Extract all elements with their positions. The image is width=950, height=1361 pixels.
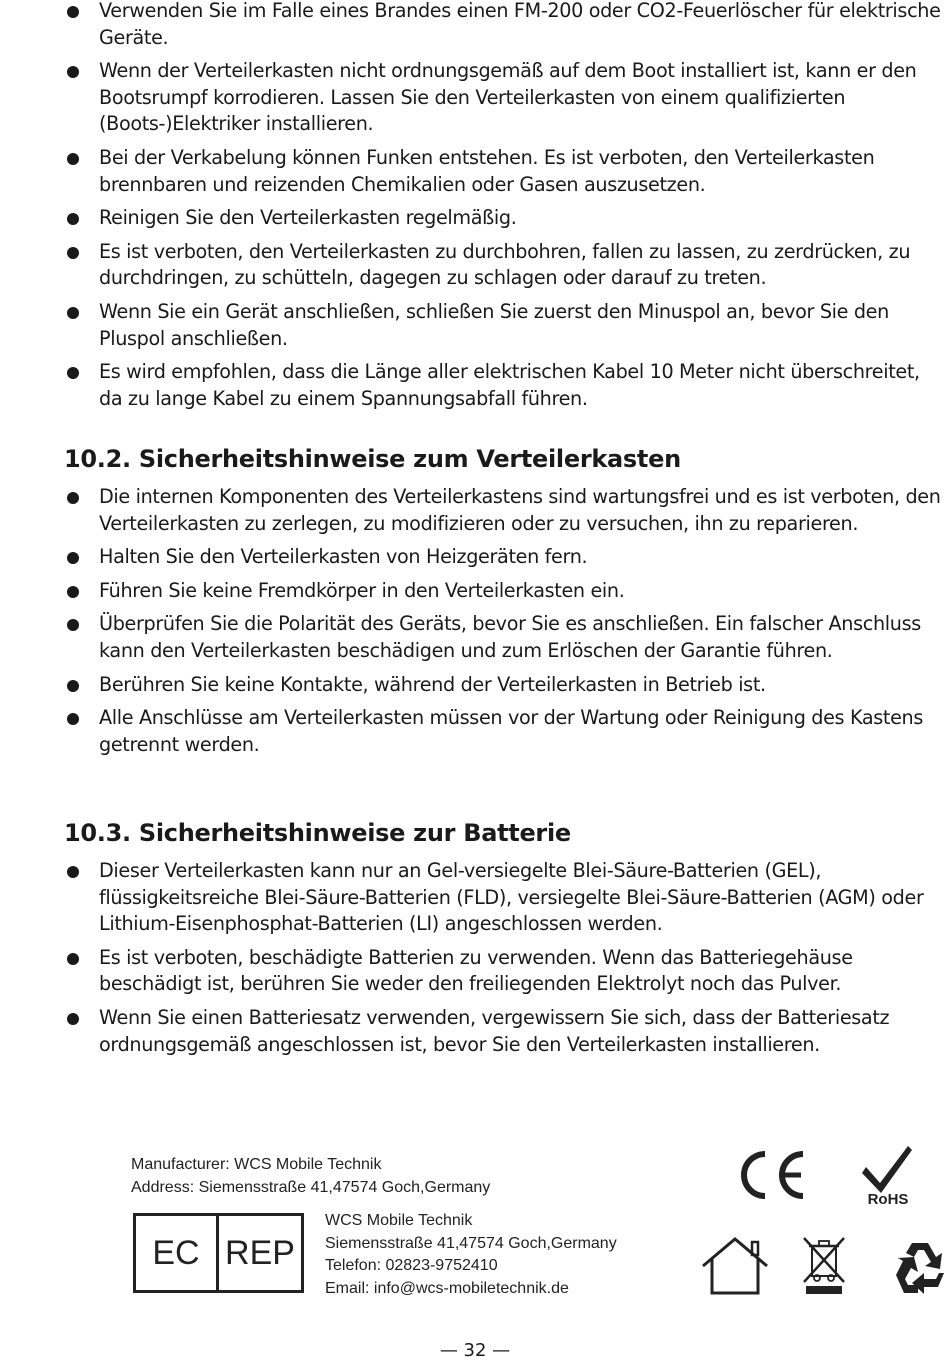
bullet-icon [67,213,79,225]
rep-label: REP [225,1233,295,1272]
rep-address: Siemensstraße 41,47574 Goch,Germany [325,1234,617,1252]
list-item: Berühren Sie keine Kontakte, während der Verteilerkasten in Betrieb ist. [64,672,948,699]
safety-list-battery [64,858,948,1065]
list-item: Wenn Sie ein Gerät anschließen, schließen Sie zuerst den Minuspol an, bevor Sie den Pluspol anschließen. [64,299,948,352]
bullet-icon [67,619,79,631]
safety-list-general [64,0,948,419]
list-item: Verwenden Sie im Falle eines Brandes einen FM-200 oder CO2-Feuerlöscher für elektrische Geräte. [64,0,948,51]
safety-list-distribution-box [64,484,948,765]
eu-representative-block [325,1210,617,1300]
list-item: Überprüfen Sie die Polarität des Geräts, bevor Sie es anschließen. Ein falscher Anschluss kann den Verteilerkasten beschädigen und zum Erlöschen der Garantie führen. [64,611,948,664]
list-item: Die internen Komponenten des Verteilerkastens sind wartungsfrei und es ist verboten, den Verteilerkasten zu zerlegen, zu modifizieren oder zu versuchen, ihn zu reparieren. [64,484,948,537]
list-item: Es wird empfohlen, dass die Länge aller elektrischen Kabel 10 Meter nicht überschreitet, da zu lange Kabel zu einem Spannungsabfall führen. [64,359,948,412]
bullet-icon [67,6,79,18]
list-item: Es ist verboten, beschädigte Batterien zu verwenden. Wenn das Batteriegehäuse beschädigt ist, berühren Sie weder den freiliegenden Elektrolyt noch das Pulver. [64,945,948,998]
bullet-icon [67,680,79,692]
manufacturer-line: Manufacturer: WCS Mobile Technik [131,1156,382,1173]
section-heading-distribution-box: 10.2. Sicherheitshinweise zum Verteilerkasten [64,445,681,473]
list-item: Wenn Sie einen Batteriesatz verwenden, vergewissern Sie sich, dass der Batteriesatz ordnungsgemäß angeschlossen ist, bevor Sie den Verteilerkasten installieren. [64,1005,948,1058]
list-item: Bei der Verkabelung können Funken entstehen. Es ist verboten, den Verteilerkasten brennbaren und reizenden Chemikalien oder Gasen auszusetzen. [64,145,948,198]
section-heading-battery: 10.3. Sicherheitshinweise zur Batterie [64,819,571,847]
list-item: Wenn der Verteilerkasten nicht ordnungsgemäß auf dem Boot installiert ist, kann er den Bootsrumpf korrodieren. Lassen Sie den Verteilerkasten von einem qualifizierten (Boots-)Elektriker installieren. [64,58,948,138]
bullet-icon [67,307,79,319]
list-item: Dieser Verteilerkasten kann nur an Gel-versiegelte Blei-Säure-Batterien (GEL), flüssigkeitsreiche Blei-Säure-Batterien (FLD), versiegelte Blei-Säure-Batterien (AGM) oder Lithium-Eisenphosphat-Batterien (LI) angeschlossen werden. [64,858,948,938]
rep-email: Email: info@wcs-mobiletechnik.de [325,1279,569,1297]
ec-label: EC [136,1216,219,1290]
recycle-icon [890,1237,950,1297]
indoor-use-icon [700,1236,770,1296]
page-number: — 32 — [439,1340,511,1361]
address-line: Address: Siemensstraße 41,47574 Goch,Germany [131,1178,491,1196]
list-item: Reinigen Sie den Verteilerkasten regelmäßig. [64,205,948,232]
list-item: Alle Anschlüsse am Verteilerkasten müssen vor der Wartung oder Reinigung des Kastens getrennt werden. [64,705,948,758]
manufacturer-block [131,1154,490,1199]
bullet-icon [67,153,79,165]
bullet-icon [67,953,79,965]
bullet-icon [67,247,79,259]
bullet-icon [67,1013,79,1025]
list-item: Halten Sie den Verteilerkasten von Heizgeräten fern. [64,544,948,571]
bullet-icon [67,586,79,598]
bullet-icon [67,713,79,725]
bullet-icon [67,367,79,379]
weee-crossed-bin-icon [800,1236,848,1296]
rohs-icon [858,1143,918,1209]
rep-phone: Telefon: 02823-9752410 [325,1257,498,1274]
list-item: Es ist verboten, den Verteilerkasten zu durchbohren, fallen zu lassen, zu zerdrücken, zu durchdringen, zu schütteln, dagegen zu schlagen oder darauf zu treten. [64,239,948,292]
bullet-icon [67,552,79,564]
bullet-icon [67,866,79,878]
ce-mark-icon [735,1150,807,1200]
list-item: Führen Sie keine Fremdkörper in den Verteilerkasten ein. [64,578,948,605]
rep-name: WCS Mobile Technik [325,1212,473,1229]
bullet-icon [67,492,79,504]
rohs-label: RoHS [867,1191,909,1208]
ec-rep-box [133,1213,304,1293]
bullet-icon [67,66,79,78]
